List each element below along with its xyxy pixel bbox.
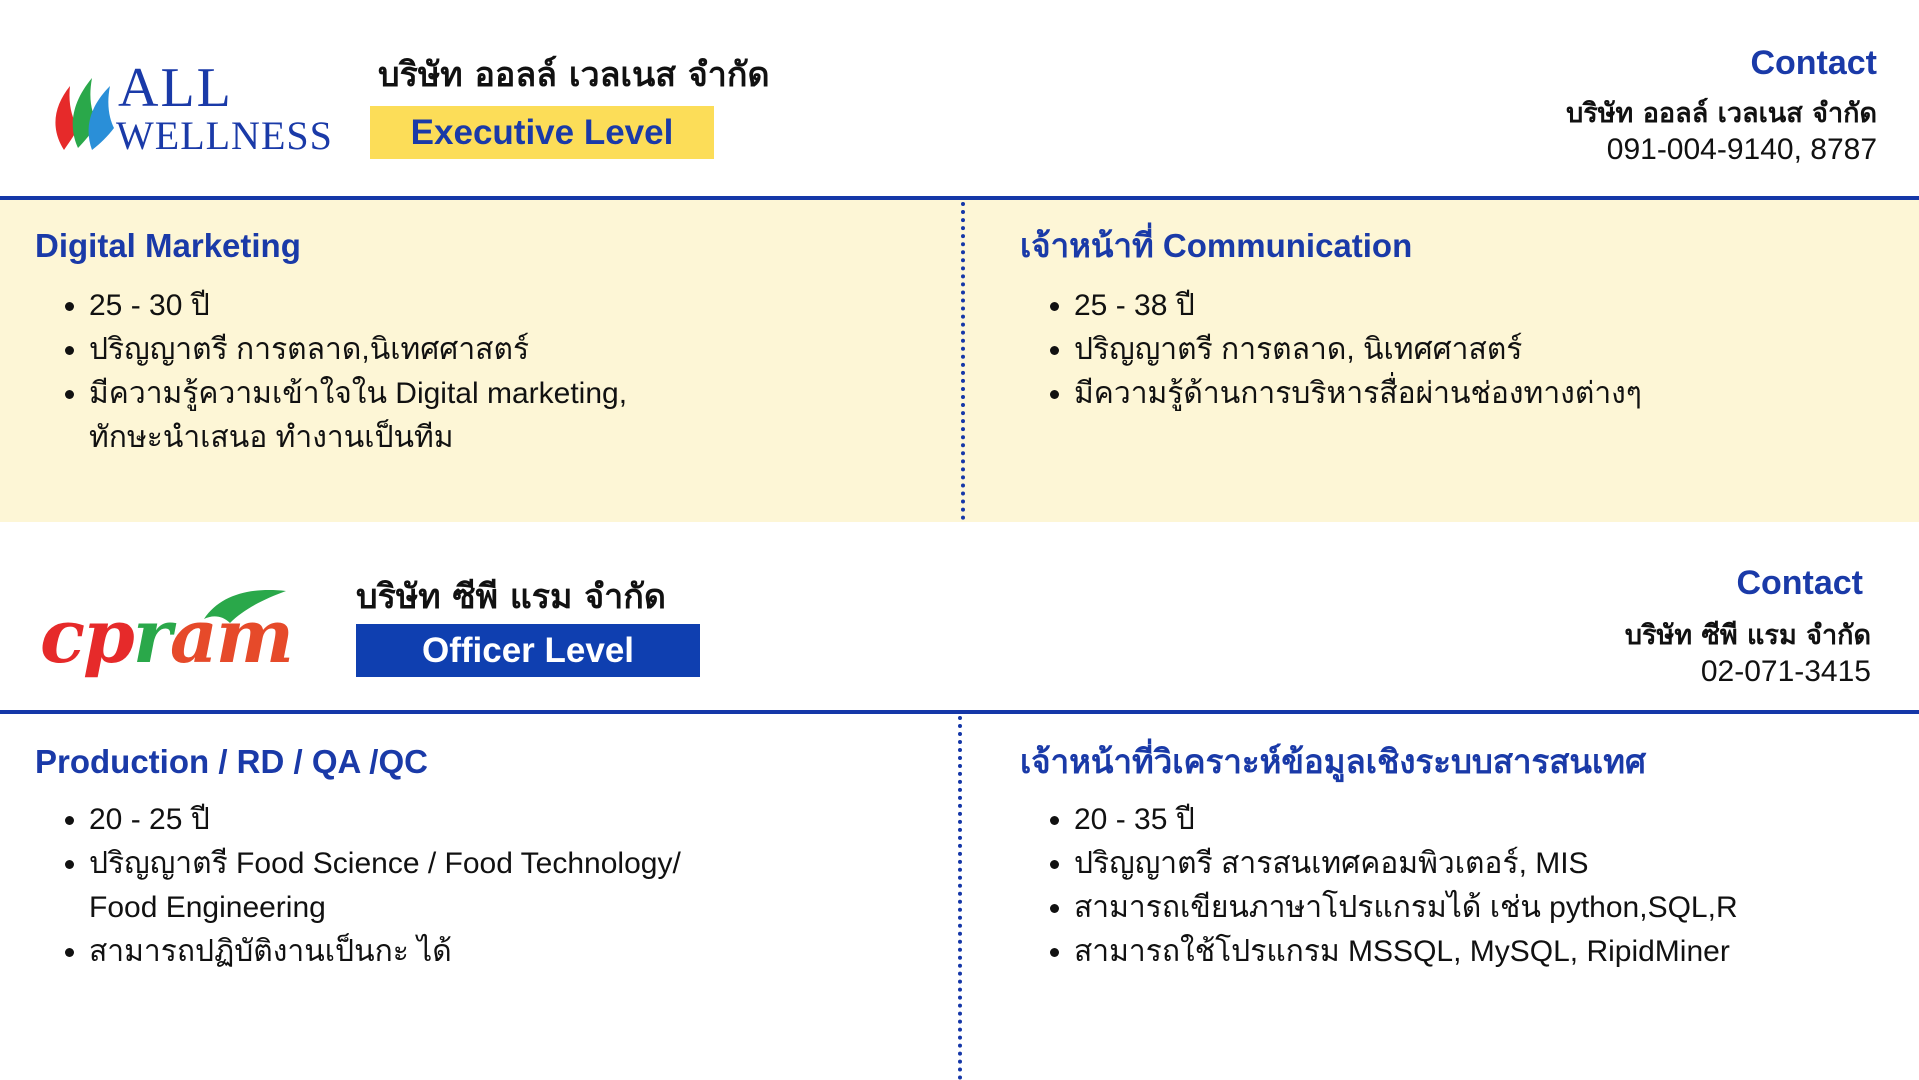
company-name: บริษัท ซีพี แรม จำกัด — [356, 577, 666, 617]
logo-text: cpram — [40, 594, 293, 680]
list-item: • มีความรู้ด้านการบริหารสื่อผ่านช่องทางต่างๆ — [1074, 372, 1900, 416]
requirements-list — [1020, 284, 1900, 416]
company-name: บริษัท ออลล์ เวลเนส จำกัด — [378, 55, 770, 95]
flame-stripes-icon — [48, 66, 118, 156]
divider-line — [0, 710, 1919, 714]
contact-label: Contact — [1736, 564, 1863, 602]
cpram-logo — [40, 585, 330, 685]
contact-phone: 091-004-9140, 8787 — [1606, 133, 1877, 166]
contact-phone: 02-071-3415 — [1700, 655, 1871, 688]
list-item: • ปริญญาตรี Food Science / Food Technology/ Food Engineering — [89, 842, 935, 930]
job-title: Production / RD / QA /QC — [35, 743, 428, 780]
job-title: เจ้าหน้าที่ Communication — [1020, 227, 1413, 264]
list-item: • สามารถเขียนภาษาโปรแกรมได้ เช่น python,SQL,R — [1074, 886, 1900, 930]
column-divider — [961, 202, 965, 520]
job-card-digital-marketing — [35, 222, 935, 460]
job-card-communication — [1020, 222, 1900, 416]
contact-company: บริษัท ออลล์ เวลเนส จำกัด — [1566, 98, 1877, 129]
logo-text-line2: WELLNESS — [116, 113, 333, 158]
list-item: • 20 - 25 ปี — [89, 798, 935, 842]
list-item: • สามารถปฏิบัติงานเป็นกะ ได้ — [89, 930, 935, 974]
level-badge: Officer Level — [356, 624, 700, 677]
level-badge: Executive Level — [370, 106, 714, 159]
list-item: • ปริญญาตรี การตลาด, นิเทศศาสตร์ — [1074, 328, 1900, 372]
list-item: • 25 - 30 ปี — [89, 284, 935, 328]
job-card-information-systems — [1020, 738, 1900, 974]
column-divider — [958, 716, 962, 1080]
requirements-list — [1020, 798, 1900, 974]
list-item: • ปริญญาตรี การตลาด,นิเทศศาสตร์ — [89, 328, 935, 372]
job-title: Digital Marketing — [35, 227, 301, 264]
job-card-production — [35, 738, 935, 974]
list-item: • 25 - 38 ปี — [1074, 284, 1900, 328]
contact-company: บริษัท ซีพี แรม จำกัด — [1624, 620, 1871, 651]
requirements-list — [35, 284, 935, 460]
job-title: เจ้าหน้าที่วิเคราะห์ข้อมูลเชิงระบบสารสนเทศ — [1020, 743, 1646, 780]
logo-text-line1: ALL — [118, 57, 233, 119]
list-item: • 20 - 35 ปี — [1074, 798, 1900, 842]
list-item: • มีความรู้ความเข้าใจใน Digital marketing, ทักษะนำเสนอ ทำงานเป็นทีม — [89, 372, 935, 460]
list-item: • ปริญญาตรี สารสนเทศคอมพิวเตอร์, MIS — [1074, 842, 1900, 886]
requirements-list — [35, 798, 935, 974]
list-item: • สามารถใช้โปรแกรม MSSQL, MySQL, RipidMiner — [1074, 930, 1900, 974]
all-wellness-logo — [48, 58, 348, 158]
contact-label: Contact — [1750, 44, 1877, 82]
